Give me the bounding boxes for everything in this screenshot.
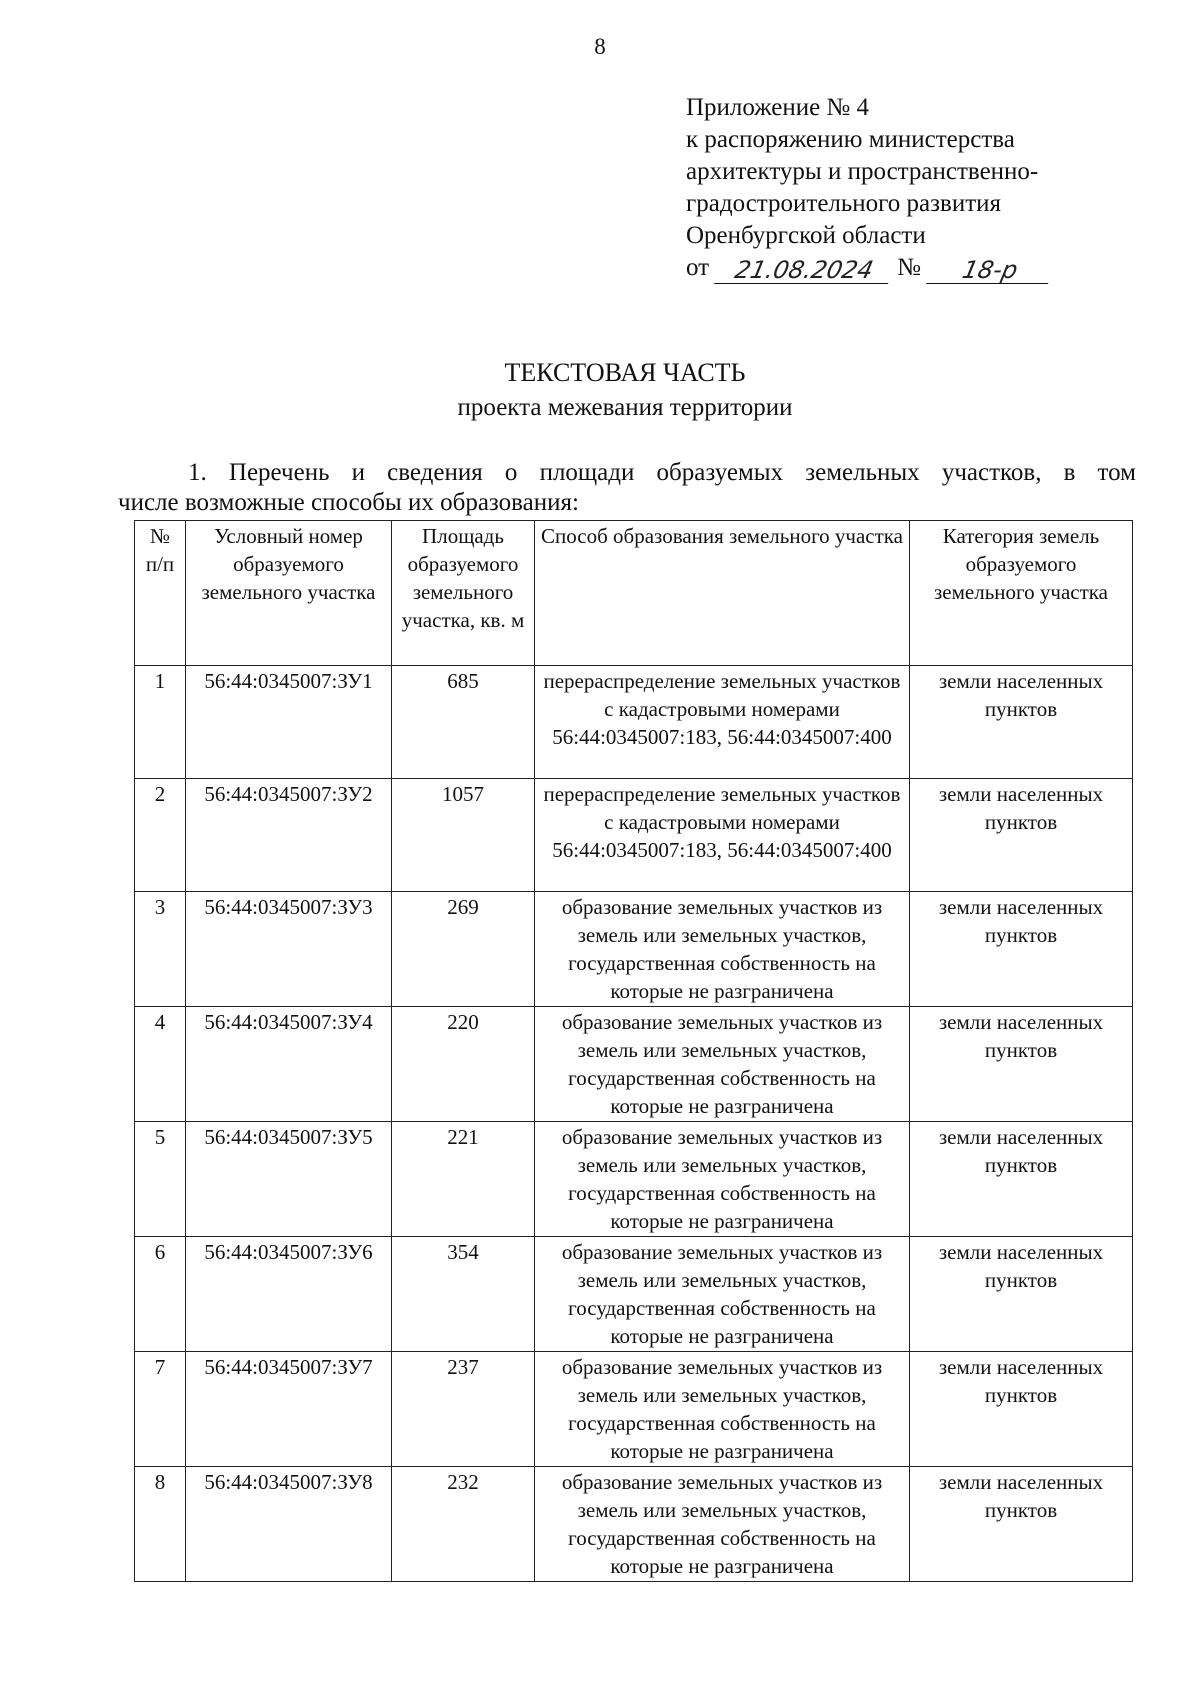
- document-subtitle: проекта межевания территории: [457, 394, 793, 421]
- cell-area: 220: [392, 1007, 535, 1122]
- cell-plot-id: 56:44:0345007:ЗУ5: [186, 1122, 392, 1237]
- handwritten-date: 21.08.2024: [714, 257, 894, 284]
- intro-line-2: числе возможные способы их образования:: [118, 489, 579, 516]
- cell-method: образование земельных участков из земель или земельных участков, государственная собственность на которые не разграничена: [535, 1007, 910, 1122]
- appendix-block: [686, 92, 1051, 284]
- cell-number: 2: [135, 779, 186, 892]
- cell-number: 7: [135, 1352, 186, 1467]
- cell-plot-id: 56:44:0345007:ЗУ2: [186, 779, 392, 892]
- page-number: 8: [594, 34, 606, 59]
- cell-method: перераспределение земельных участков с кадастровыми номерами 56:44:0345007:183, 56:44:0345007:400: [535, 666, 910, 779]
- appendix-line: Приложение № 4: [686, 94, 870, 121]
- cell-area: 1057: [392, 779, 535, 892]
- order-reference: [686, 252, 1051, 284]
- table-row: [135, 1007, 1133, 1122]
- cell-area: 232: [392, 1467, 535, 1582]
- table-row: [135, 779, 1133, 892]
- cell-plot-id: 56:44:0345007:ЗУ6: [186, 1237, 392, 1352]
- cell-category: земли населенных пунктов: [910, 779, 1133, 892]
- table-row: [135, 1237, 1133, 1352]
- cell-method: образование земельных участков из земель или земельных участков, государственная собственность на которые не разграничена: [535, 1352, 910, 1467]
- cell-category: земли населенных пунктов: [910, 1237, 1133, 1352]
- appendix-line: к распоряжению министерства: [686, 126, 1015, 153]
- table-row: [135, 1467, 1133, 1582]
- handwritten-number: 18-р: [926, 257, 1054, 284]
- header-area: Площадь образуемого земельного участка, кв. м: [392, 521, 535, 666]
- cell-number: 5: [135, 1122, 186, 1237]
- cell-category: земли населенных пунктов: [910, 1352, 1133, 1467]
- cell-category: земли населенных пунктов: [910, 1122, 1133, 1237]
- appendix-line: Оренбургской области: [686, 222, 926, 249]
- intro-line-1: 1. Перечень и сведения о площади образуемых земельных участков, в том: [188, 459, 1136, 486]
- cell-method: образование земельных участков из земель или земельных участков, государственная собственность на которые не разграничена: [535, 1122, 910, 1237]
- header-method: Способ образования земельного участка: [535, 521, 910, 666]
- appendix-line: архитектуры и пространственно-: [686, 158, 1039, 185]
- header-plot-id: Условный номер образуемого земельного участка: [186, 521, 392, 666]
- cell-area: 221: [392, 1122, 535, 1237]
- cell-area: 354: [392, 1237, 535, 1352]
- cell-number: 8: [135, 1467, 186, 1582]
- intro-paragraph: [118, 458, 1136, 518]
- table-header-row: [135, 521, 1133, 666]
- cell-plot-id: 56:44:0345007:ЗУ8: [186, 1467, 392, 1582]
- cell-area: 237: [392, 1352, 535, 1467]
- cell-plot-id: 56:44:0345007:ЗУ1: [186, 666, 392, 779]
- header-category: Категория земель образуемого земельного участка: [910, 521, 1133, 666]
- cell-category: земли населенных пунктов: [910, 666, 1133, 779]
- cell-area: 685: [392, 666, 535, 779]
- cell-number: 6: [135, 1237, 186, 1352]
- table-row: [135, 1122, 1133, 1237]
- cell-category: земли населенных пунктов: [910, 892, 1133, 1007]
- cell-method: образование земельных участков из земель или земельных участков, государственная собственность на которые не разграничена: [535, 892, 910, 1007]
- table-row: [135, 666, 1133, 779]
- cell-category: земли населенных пунктов: [910, 1007, 1133, 1122]
- table-row: [135, 892, 1133, 1007]
- number-label: №: [897, 254, 921, 281]
- table-row: [135, 1352, 1133, 1467]
- cell-number: 3: [135, 892, 186, 1007]
- cell-category: земли населенных пунктов: [910, 1467, 1133, 1582]
- cell-plot-id: 56:44:0345007:ЗУ3: [186, 892, 392, 1007]
- cell-method: перераспределение земельных участков с кадастровыми номерами 56:44:0345007:183, 56:44:0345007:400: [535, 779, 910, 892]
- cell-method: образование земельных участков из земель или земельных участков, государственная собственность на которые не разграничена: [535, 1237, 910, 1352]
- cell-number: 1: [135, 666, 186, 779]
- document-title: ТЕКСТОВАЯ ЧАСТЬ: [504, 358, 746, 387]
- cell-method: образование земельных участков из земель или земельных участков, государственная собственность на которые не разграничена: [535, 1467, 910, 1582]
- cell-area: 269: [392, 892, 535, 1007]
- cell-plot-id: 56:44:0345007:ЗУ4: [186, 1007, 392, 1122]
- header-number: № п/п: [135, 521, 186, 666]
- cell-number: 4: [135, 1007, 186, 1122]
- cell-plot-id: 56:44:0345007:ЗУ7: [186, 1352, 392, 1467]
- land-plots-table: [134, 520, 1133, 1582]
- appendix-line: градостроительного развития: [686, 190, 1002, 217]
- from-label: от: [686, 254, 710, 281]
